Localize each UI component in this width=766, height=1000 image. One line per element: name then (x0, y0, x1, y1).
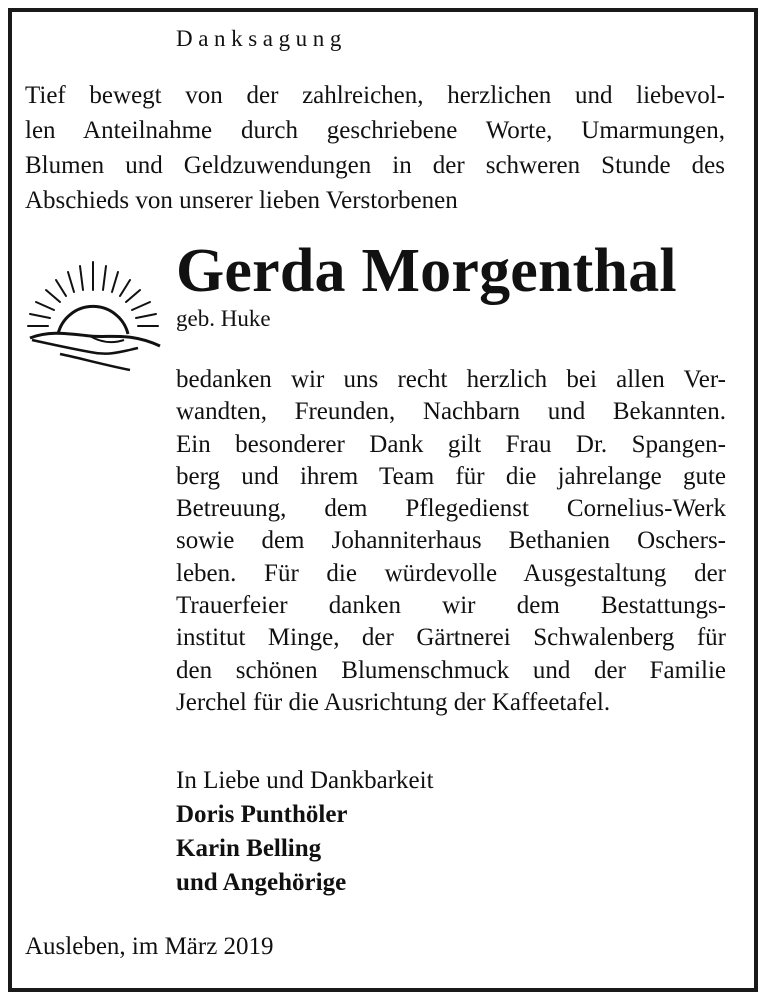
body-line: sowie dem Johanniterhaus Bethanien Oschers- (176, 527, 726, 555)
body-line: institut Minge, der Gärtnerei Schwalenberg für (176, 624, 726, 652)
signatory: Doris Punthöler (176, 801, 348, 828)
signatory: und Angehörige (176, 869, 347, 896)
body-line: Ein besonderer Dank gilt Frau Dr. Spangen- (176, 430, 726, 458)
body-line: den schönen Blumenschmuck und der Familie (176, 656, 726, 684)
body-line: bedanken wir uns recht herzlich bei allen Ver- (176, 366, 726, 393)
body-line: Trauerfeier danken wir dem Bestattungs- (176, 592, 726, 620)
signatory: Karin Belling (176, 835, 322, 862)
body-line: leben. Für die würdevolle Ausgestaltung der (176, 559, 726, 587)
closing-block (176, 764, 434, 900)
deceased-name: Gerda Morgenthal (176, 237, 677, 305)
closing-greeting: In Liebe und Dankbarkeit (176, 767, 434, 794)
notice-heading: Danksagung (176, 26, 347, 51)
intro-line: Tief bewegt von der zahlreichen, herzlichen und liebevol- (25, 82, 725, 109)
sunset-hands-icon (20, 252, 166, 376)
intro-line: Blumen und Geldzuwendungen in der schweren Stunde des (25, 152, 725, 179)
body-line: Betreuung, dem Pflegedienst Cornelius-Werk (176, 495, 726, 523)
maiden-name: geb. Huke (176, 306, 271, 331)
body-line: berg und ihrem Team für die jahrelange gute (176, 462, 726, 490)
thanks-paragraph (176, 364, 726, 719)
body-line: wandten, Freunden, Nachbarn und Bekannten. (176, 398, 726, 426)
intro-paragraph (25, 78, 725, 218)
place-date: Ausleben, im März 2019 (25, 933, 274, 960)
intro-line: Abschieds von unserer lieben Verstorbenen (25, 187, 458, 214)
body-line: Jerchel für die Ausrichtung der Kaffeetafel. (176, 688, 611, 716)
intro-line: len Anteilnahme durch geschriebene Worte, Umarmungen, (25, 117, 725, 144)
